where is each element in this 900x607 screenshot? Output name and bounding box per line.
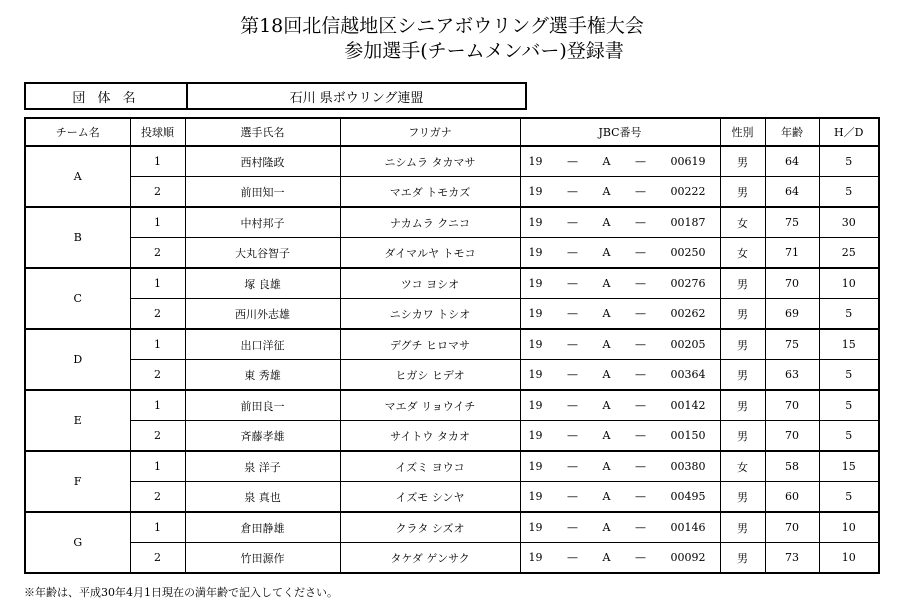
- jbc-serial: 00276: [670, 277, 706, 290]
- player-handicap: 5: [819, 482, 879, 513]
- player-sex: 女: [720, 238, 765, 269]
- jbc-prefecture: 19: [528, 338, 543, 351]
- bowling-order: 2: [130, 238, 185, 269]
- jbc-dash: —: [634, 307, 646, 320]
- bowling-order: 2: [130, 360, 185, 391]
- player-age: 70: [765, 390, 819, 421]
- player-age: 63: [765, 360, 819, 391]
- jbc-dash: —: [634, 185, 646, 198]
- player-handicap: 15: [819, 451, 879, 482]
- player-handicap: 5: [819, 390, 879, 421]
- player-handicap: 10: [819, 543, 879, 574]
- player-name: 竹田源作: [185, 543, 340, 574]
- player-age: 60: [765, 482, 819, 513]
- jbc-number: [520, 451, 720, 482]
- bowling-order: 1: [130, 268, 185, 299]
- jbc-class: A: [602, 368, 611, 381]
- jbc-prefecture: 19: [528, 216, 543, 229]
- jbc-number: [520, 238, 720, 269]
- player-age: 73: [765, 543, 819, 574]
- table-row: [25, 268, 879, 299]
- jbc-prefecture: 19: [528, 155, 543, 168]
- jbc-number: [520, 329, 720, 360]
- jbc-dash: —: [567, 338, 578, 351]
- jbc-class: A: [602, 521, 611, 534]
- jbc-prefecture: 19: [528, 246, 543, 259]
- team-name: C: [25, 268, 130, 329]
- player-handicap: 5: [819, 360, 879, 391]
- jbc-prefecture: 19: [528, 490, 543, 503]
- jbc-dash: —: [634, 155, 646, 168]
- table-row: [25, 207, 879, 238]
- team-name: B: [25, 207, 130, 268]
- jbc-dash: —: [567, 277, 578, 290]
- bowling-order: 1: [130, 451, 185, 482]
- player-sex: 女: [720, 207, 765, 238]
- table-row: [25, 146, 879, 177]
- jbc-dash: —: [634, 277, 646, 290]
- jbc-number: [520, 268, 720, 299]
- player-furigana: マエダ リョウイチ: [340, 390, 520, 421]
- jbc-dash: —: [567, 216, 578, 229]
- player-handicap: 10: [819, 268, 879, 299]
- jbc-dash: —: [634, 551, 646, 564]
- registration-table: [24, 117, 880, 574]
- player-furigana: ダイマルヤ トモコ: [340, 238, 520, 269]
- table-row: [25, 482, 879, 513]
- jbc-number: [520, 299, 720, 330]
- jbc-dash: —: [567, 551, 578, 564]
- player-name: 塚 良雄: [185, 268, 340, 299]
- header-jbc-number: JBC番号: [520, 118, 720, 146]
- jbc-class: A: [602, 338, 611, 351]
- player-age: 69: [765, 299, 819, 330]
- player-sex: 男: [720, 512, 765, 543]
- jbc-serial: 00250: [670, 246, 706, 259]
- player-sex: 男: [720, 177, 765, 208]
- jbc-serial: 00150: [670, 429, 706, 442]
- jbc-dash: —: [567, 307, 578, 320]
- organization-box: [24, 82, 527, 110]
- organization-label: 団 体 名: [26, 84, 188, 108]
- player-name: 泉 真也: [185, 482, 340, 513]
- bowling-order: 1: [130, 146, 185, 177]
- jbc-prefecture: 19: [528, 521, 543, 534]
- jbc-dash: —: [567, 521, 578, 534]
- jbc-number: [520, 543, 720, 574]
- jbc-number: [520, 390, 720, 421]
- jbc-prefecture: 19: [528, 460, 543, 473]
- player-sex: 男: [720, 268, 765, 299]
- document-subtitle: 参加選手(チームメンバー)登録書: [344, 40, 624, 62]
- player-handicap: 10: [819, 512, 879, 543]
- player-name: 前田知一: [185, 177, 340, 208]
- team-name: A: [25, 146, 130, 207]
- player-furigana: ヒガシ ヒデオ: [340, 360, 520, 391]
- jbc-dash: —: [567, 246, 578, 259]
- player-furigana: ニシカワ トシオ: [340, 299, 520, 330]
- header-furigana: フリガナ: [340, 118, 520, 146]
- jbc-class: A: [602, 551, 611, 564]
- player-name: 出口洋征: [185, 329, 340, 360]
- jbc-prefecture: 19: [528, 551, 543, 564]
- jbc-number: [520, 360, 720, 391]
- jbc-dash: —: [567, 399, 578, 412]
- player-furigana: ナカムラ クニコ: [340, 207, 520, 238]
- header-player-name: 選手氏名: [185, 118, 340, 146]
- jbc-prefecture: 19: [528, 368, 543, 381]
- player-sex: 男: [720, 421, 765, 452]
- jbc-number: [520, 177, 720, 208]
- table-row: [25, 238, 879, 269]
- header-sex: 性別: [720, 118, 765, 146]
- jbc-dash: —: [634, 338, 646, 351]
- player-furigana: ニシムラ タカマサ: [340, 146, 520, 177]
- player-name: 泉 洋子: [185, 451, 340, 482]
- table-row: [25, 421, 879, 452]
- jbc-dash: —: [567, 155, 578, 168]
- player-furigana: クラタ シズオ: [340, 512, 520, 543]
- player-name: 西川外志雄: [185, 299, 340, 330]
- header-order: 投球順: [130, 118, 185, 146]
- player-handicap: 30: [819, 207, 879, 238]
- bowling-order: 1: [130, 390, 185, 421]
- header-handicap: H／D: [819, 118, 879, 146]
- jbc-class: A: [602, 246, 611, 259]
- player-sex: 男: [720, 360, 765, 391]
- player-name: 東 秀雄: [185, 360, 340, 391]
- player-handicap: 15: [819, 329, 879, 360]
- organization-name: 石川 県ボウリング連盟: [289, 90, 424, 106]
- jbc-class: A: [602, 155, 611, 168]
- player-furigana: マエダ トモカズ: [340, 177, 520, 208]
- jbc-class: A: [602, 399, 611, 412]
- jbc-class: A: [602, 460, 611, 473]
- bowling-order: 2: [130, 543, 185, 574]
- jbc-class: A: [602, 490, 611, 503]
- player-age: 64: [765, 177, 819, 208]
- jbc-serial: 00187: [670, 216, 706, 229]
- jbc-class: A: [602, 277, 611, 290]
- player-age: 58: [765, 451, 819, 482]
- player-furigana: イズモ シンヤ: [340, 482, 520, 513]
- jbc-dash: —: [634, 246, 646, 259]
- bowling-order: 2: [130, 177, 185, 208]
- jbc-class: A: [602, 429, 611, 442]
- jbc-number: [520, 421, 720, 452]
- jbc-serial: 00495: [670, 490, 706, 503]
- team-name: D: [25, 329, 130, 390]
- jbc-serial: 00364: [670, 368, 706, 381]
- jbc-prefecture: 19: [528, 185, 543, 198]
- player-age: 75: [765, 207, 819, 238]
- jbc-class: A: [602, 185, 611, 198]
- jbc-class: A: [602, 216, 611, 229]
- header-team: チーム名: [25, 118, 130, 146]
- bowling-order: 2: [130, 421, 185, 452]
- player-name: 中村邦子: [185, 207, 340, 238]
- player-furigana: イズミ ヨウコ: [340, 451, 520, 482]
- player-name: 斉藤孝雄: [185, 421, 340, 452]
- player-furigana: タケダ ゲンサク: [340, 543, 520, 574]
- jbc-number: [520, 512, 720, 543]
- table-row: [25, 543, 879, 574]
- player-sex: 女: [720, 451, 765, 482]
- table-row: [25, 451, 879, 482]
- player-name: 倉田静雄: [185, 512, 340, 543]
- jbc-dash: —: [567, 429, 578, 442]
- jbc-number: [520, 207, 720, 238]
- player-name: 西村隆政: [185, 146, 340, 177]
- player-age: 64: [765, 146, 819, 177]
- player-handicap: 5: [819, 421, 879, 452]
- team-name: F: [25, 451, 130, 512]
- table-row: [25, 360, 879, 391]
- bowling-order: 1: [130, 512, 185, 543]
- table-row: [25, 299, 879, 330]
- player-sex: 男: [720, 390, 765, 421]
- player-age: 71: [765, 238, 819, 269]
- jbc-prefecture: 19: [528, 429, 543, 442]
- bowling-order: 2: [130, 482, 185, 513]
- player-age: 70: [765, 268, 819, 299]
- jbc-serial: 00092: [670, 551, 706, 564]
- bowling-order: 2: [130, 299, 185, 330]
- table-row: [25, 329, 879, 360]
- player-furigana: デグチ ヒロマサ: [340, 329, 520, 360]
- header-row: [25, 118, 879, 146]
- jbc-prefecture: 19: [528, 307, 543, 320]
- jbc-serial: 00146: [670, 521, 706, 534]
- player-furigana: サイトウ タカオ: [340, 421, 520, 452]
- table-row: [25, 390, 879, 421]
- jbc-class: A: [602, 307, 611, 320]
- jbc-dash: —: [567, 368, 578, 381]
- player-name: 前田良一: [185, 390, 340, 421]
- jbc-dash: —: [634, 399, 646, 412]
- jbc-serial: 00142: [670, 399, 706, 412]
- table-row: [25, 177, 879, 208]
- player-sex: 男: [720, 146, 765, 177]
- jbc-serial: 00222: [670, 185, 706, 198]
- player-age: 70: [765, 421, 819, 452]
- jbc-dash: —: [567, 490, 578, 503]
- jbc-dash: —: [634, 368, 646, 381]
- team-name: E: [25, 390, 130, 451]
- jbc-serial: 00262: [670, 307, 706, 320]
- player-handicap: 5: [819, 146, 879, 177]
- jbc-prefecture: 19: [528, 399, 543, 412]
- player-handicap: 5: [819, 299, 879, 330]
- table-row: [25, 512, 879, 543]
- bowling-order: 1: [130, 207, 185, 238]
- jbc-serial: 00380: [670, 460, 706, 473]
- jbc-prefecture: 19: [528, 277, 543, 290]
- jbc-dash: —: [634, 429, 646, 442]
- player-name: 大丸谷智子: [185, 238, 340, 269]
- header-age: 年齢: [765, 118, 819, 146]
- player-sex: 男: [720, 543, 765, 574]
- jbc-number: [520, 146, 720, 177]
- jbc-serial: 00205: [670, 338, 706, 351]
- jbc-serial: 00619: [670, 155, 706, 168]
- player-sex: 男: [720, 482, 765, 513]
- jbc-number: [520, 482, 720, 513]
- player-handicap: 5: [819, 177, 879, 208]
- player-sex: 男: [720, 299, 765, 330]
- player-age: 75: [765, 329, 819, 360]
- bowling-order: 1: [130, 329, 185, 360]
- jbc-dash: —: [634, 490, 646, 503]
- player-sex: 男: [720, 329, 765, 360]
- player-furigana: ツコ ヨシオ: [340, 268, 520, 299]
- jbc-dash: —: [634, 460, 646, 473]
- document-title: 第18回北信越地区シニアボウリング選手権大会: [240, 15, 644, 37]
- footnote: ※年齢は、平成30年4月1日現在の満年齢で記入してください。: [24, 586, 338, 599]
- player-age: 70: [765, 512, 819, 543]
- jbc-dash: —: [634, 521, 646, 534]
- player-handicap: 25: [819, 238, 879, 269]
- jbc-dash: —: [567, 185, 578, 198]
- jbc-dash: —: [567, 460, 578, 473]
- team-name: G: [25, 512, 130, 573]
- jbc-dash: —: [634, 216, 646, 229]
